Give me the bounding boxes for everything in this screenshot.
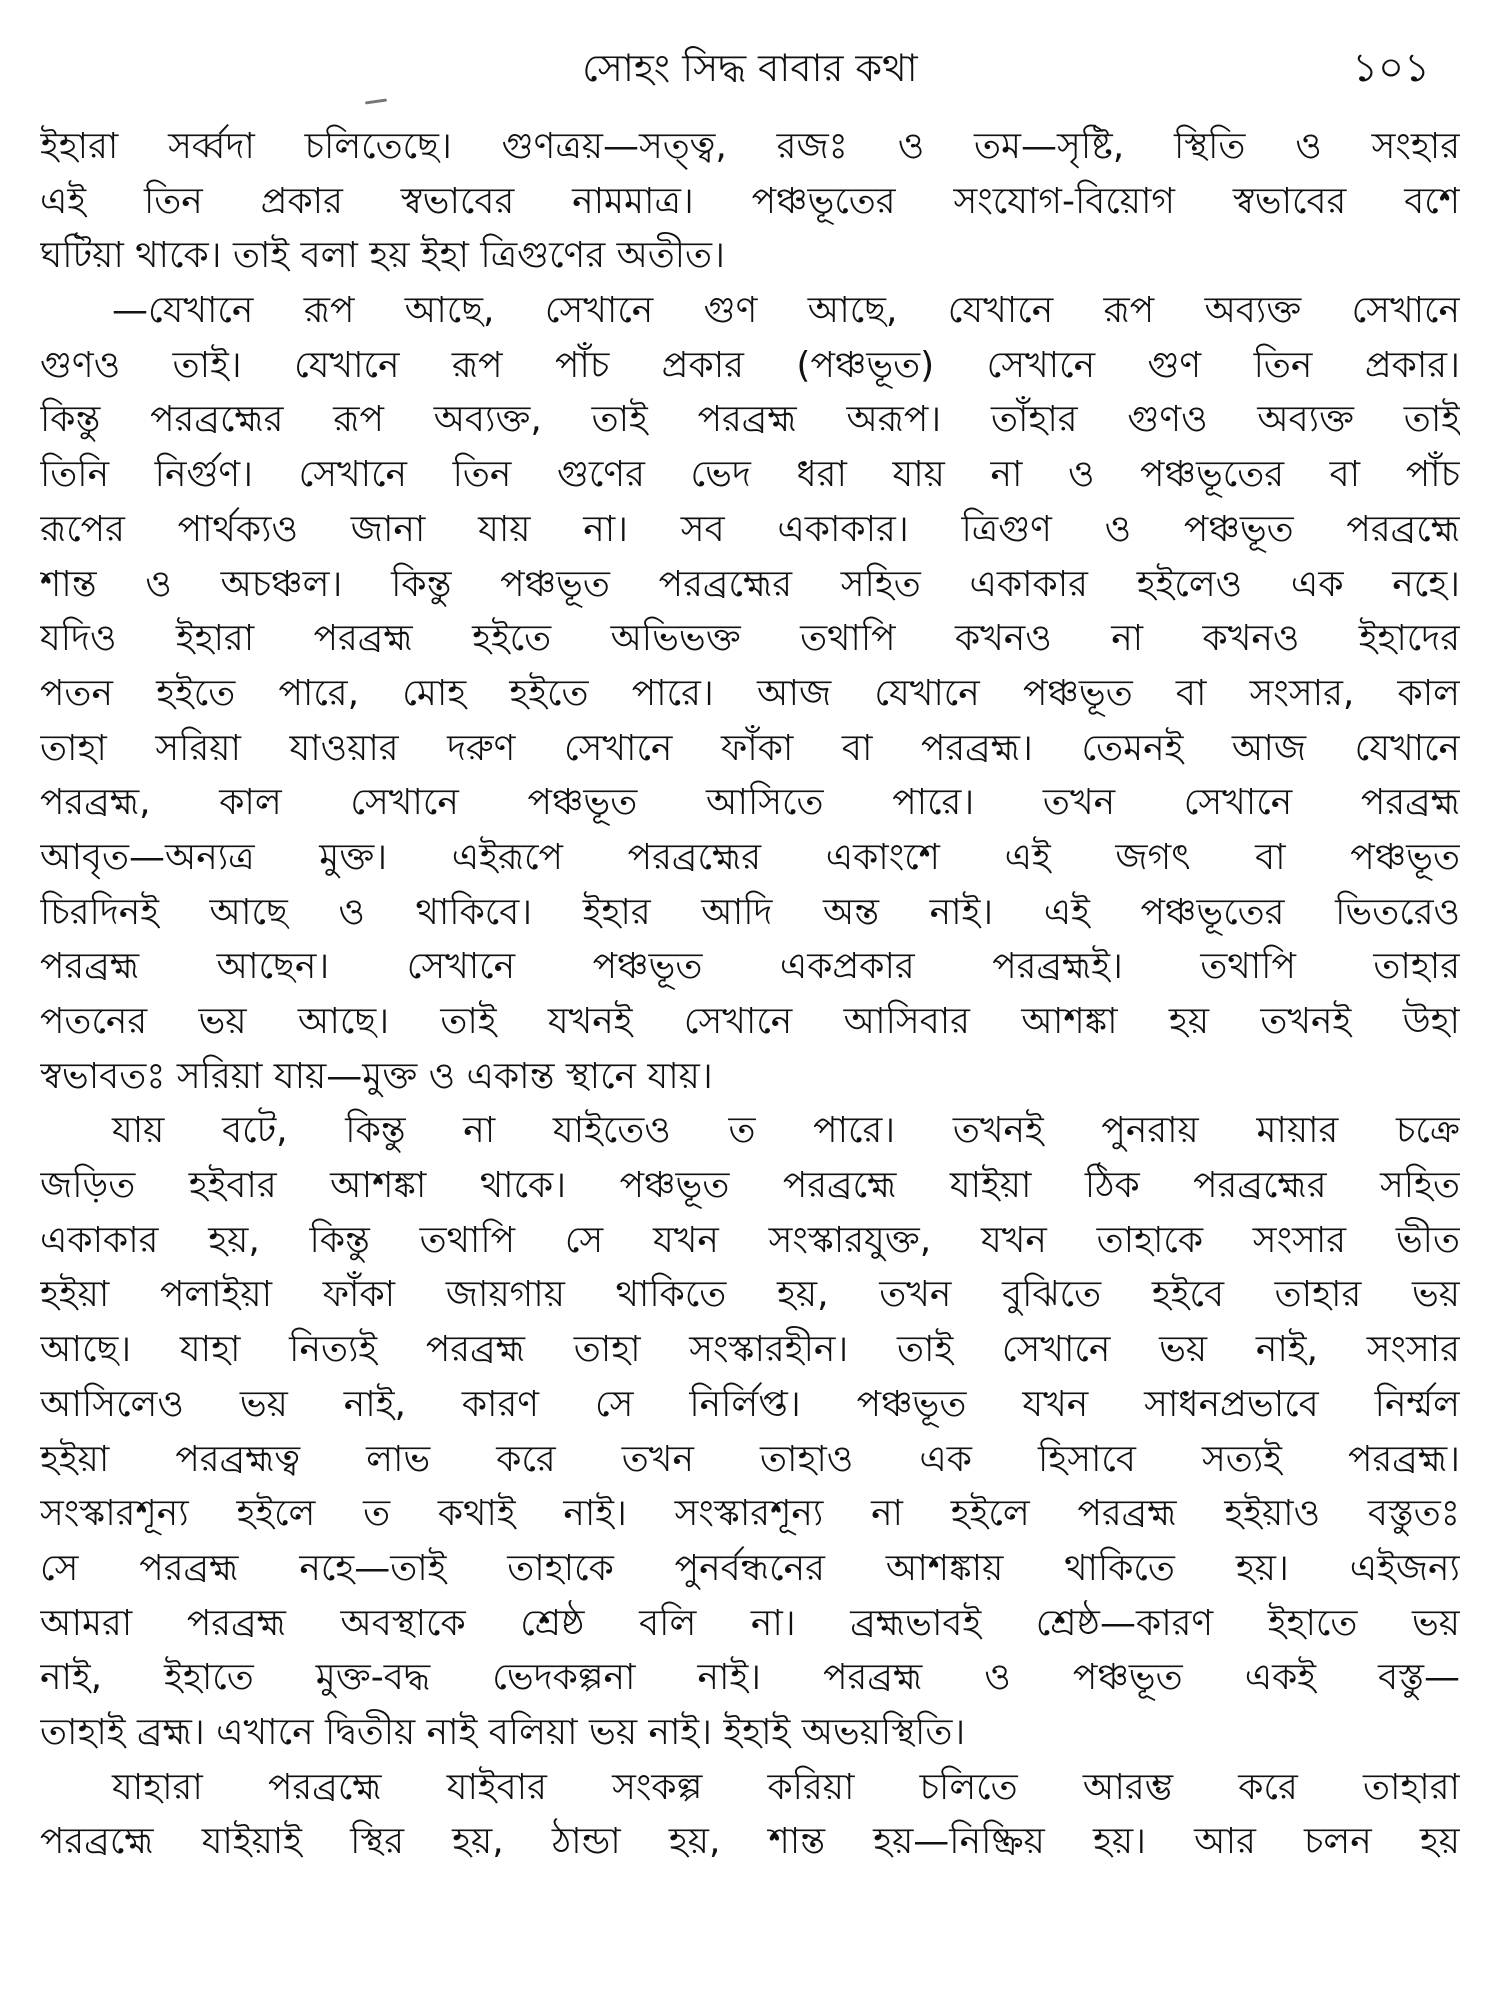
text-line: আসিলেও ভয় নাই, কারণ সে নির্লিপ্ত। পঞ্চভূত যখন সাধনপ্রভাবে নির্ম্মল (40, 1383, 1460, 1425)
text-line: সে পরব্রহ্ম নহে—তাই তাহাকে পুনর্বন্ধনের আশঙ্কায় থাকিতে হয়। এইজন্য (40, 1547, 1460, 1589)
text-line: ঘটিয়া থাকে। তাই বলা হয় ইহা ত্রিগুণের অতীত। (40, 235, 725, 277)
text-line: নাই, ইহাতে মুক্ত-বদ্ধ ভেদকল্পনা নাই। পরব্রহ্ম ও পঞ্চভূত একই বস্তু— (40, 1657, 1460, 1699)
text-line: শান্ত ও অচঞ্চল। কিন্তু পঞ্চভূত পরব্রহ্মের সহিত একাকার হইলেও এক নহে। (40, 563, 1460, 605)
page-header (40, 38, 1460, 98)
text-line: ইহারা সর্ব্বদা চলিতেছে। গুণত্রয়—সত্ত্ব, রজঃ ও তম—সৃষ্টি, স্থিতি ও সংহার (40, 126, 1460, 167)
text-line: জড়িত হইবার আশঙ্কা থাকে। পঞ্চভূত পরব্রহ্মে যাইয়া ঠিক পরব্রহ্মের সহিত (40, 1165, 1460, 1207)
text-line: পরব্রহ্মে যাইয়াই স্থির হয়, ঠান্ডা হয়, শান্ত হয়—নিষ্ক্রিয় হয়। আর চলন হয় (40, 1821, 1460, 1863)
text-line: যায় বটে, কিন্তু না যাইতেও ত পারে। তখনই পুনরায় মায়ার চক্রে (112, 1110, 1460, 1152)
page-number: ১০১ (1352, 45, 1430, 91)
text-line: —যেখানে রূপ আছে, সেখানে গুণ আছে, যেখানে রূপ অব্যক্ত সেখানে (112, 290, 1460, 332)
text-line: যদিও ইহারা পরব্রহ্ম হইতে অভিভক্ত তথাপি কখনও না কখনও ইহাদের (40, 618, 1460, 660)
body-text (40, 120, 1460, 1870)
running-title: সোহং সিদ্ধ বাবার কথা (582, 46, 918, 90)
text-line: সংস্কারশূন্য হইলে ত কথাই নাই। সংস্কারশূন্য না হইলে পরব্রহ্ম হইয়াও বস্তুতঃ (40, 1493, 1460, 1535)
text-line: চিরদিনই আছে ও থাকিবে। ইহার আদি অন্ত নাই। এই পঞ্চভূতের ভিতরেও (40, 891, 1460, 933)
text-line: গুণও তাই। যেখানে রূপ পাঁচ প্রকার (পঞ্চভূত) সেখানে গুণ তিন প্রকার। (40, 344, 1460, 386)
text-line: রূপের পার্থক্যও জানা যায় না। সব একাকার। ত্রিগুণ ও পঞ্চভূত পরব্রহ্মে (40, 508, 1460, 550)
text-line: এই তিন প্রকার স্বভাবের নামমাত্র। পঞ্চভূতের সংযোগ-বিয়োগ স্বভাবের বশে (40, 180, 1460, 222)
text-line: যাহারা পরব্রহ্মে যাইবার সংকল্প করিয়া চলিতে আরম্ভ করে তাহারা (112, 1766, 1460, 1808)
text-line: পরব্রহ্ম, কাল সেখানে পঞ্চভূত আসিতে পারে। তখন সেখানে পরব্রহ্ম (40, 782, 1460, 824)
text-line: আছে। যাহা নিত্যই পরব্রহ্ম তাহা সংস্কারহীন। তাই সেখানে ভয় নাই, সংসার (40, 1329, 1460, 1371)
text-line: তাহাই ব্রহ্ম। এখানে দ্বিতীয় নাই বলিয়া ভয় নাই। ইহাই অভয়স্থিতি। (40, 1711, 966, 1753)
text-line: পতন হইতে পারে, মোহ হইতে পারে। আজ যেখানে পঞ্চভূত বা সংসার, কাল (40, 672, 1460, 714)
text-line: আমরা পরব্রহ্ম অবস্থাকে শ্রেষ্ঠ বলি না। ব্রহ্মভাবই শ্রেষ্ঠ—কারণ ইহাতে ভয় (40, 1602, 1460, 1644)
text-line: আবৃত—অন্যত্র মুক্ত। এইরূপে পরব্রহ্মের একাংশে এই জগৎ বা পঞ্চভূত (40, 836, 1460, 878)
print-speck (365, 98, 387, 104)
text-line: তাহা সরিয়া যাওয়ার দরুণ সেখানে ফাঁকা বা পরব্রহ্ম। তেমনই আজ যেখানে (40, 727, 1460, 769)
text-line: কিন্তু পরব্রহ্মের রূপ অব্যক্ত, তাই পরব্রহ্ম অরূপ। তাঁহার গুণও অব্যক্ত তাই (40, 399, 1460, 441)
text-line: তিনি নির্গুণ। সেখানে তিন গুণের ভেদ ধরা যায় না ও পঞ্চভূতের বা পাঁচ (40, 454, 1460, 496)
text-line: একাকার হয়, কিন্তু তথাপি সে যখন সংস্কারযুক্ত, যখন তাহাকে সংসার ভীত (40, 1219, 1460, 1261)
text-line: পতনের ভয় আছে। তাই যখনই সেখানে আসিবার আশঙ্কা হয় তখনই উহা (40, 1001, 1460, 1042)
text-line: স্বভাবতঃ সরিয়া যায়—মুক্ত ও একান্ত স্থানে যায়। (40, 1055, 713, 1097)
text-line: পরব্রহ্ম আছেন। সেখানে পঞ্চভূত একপ্রকার পরব্রহ্মই। তথাপি তাহার (40, 946, 1460, 988)
text-line: হইয়া পরব্রহ্মত্ব লাভ করে তখন তাহাও এক হিসাবে সত্যই পরব্রহ্ম। (40, 1438, 1460, 1480)
text-line: হইয়া পলাইয়া ফাঁকা জায়গায় থাকিতে হয়, তখন বুঝিতে হইবে তাহার ভয় (40, 1274, 1460, 1316)
